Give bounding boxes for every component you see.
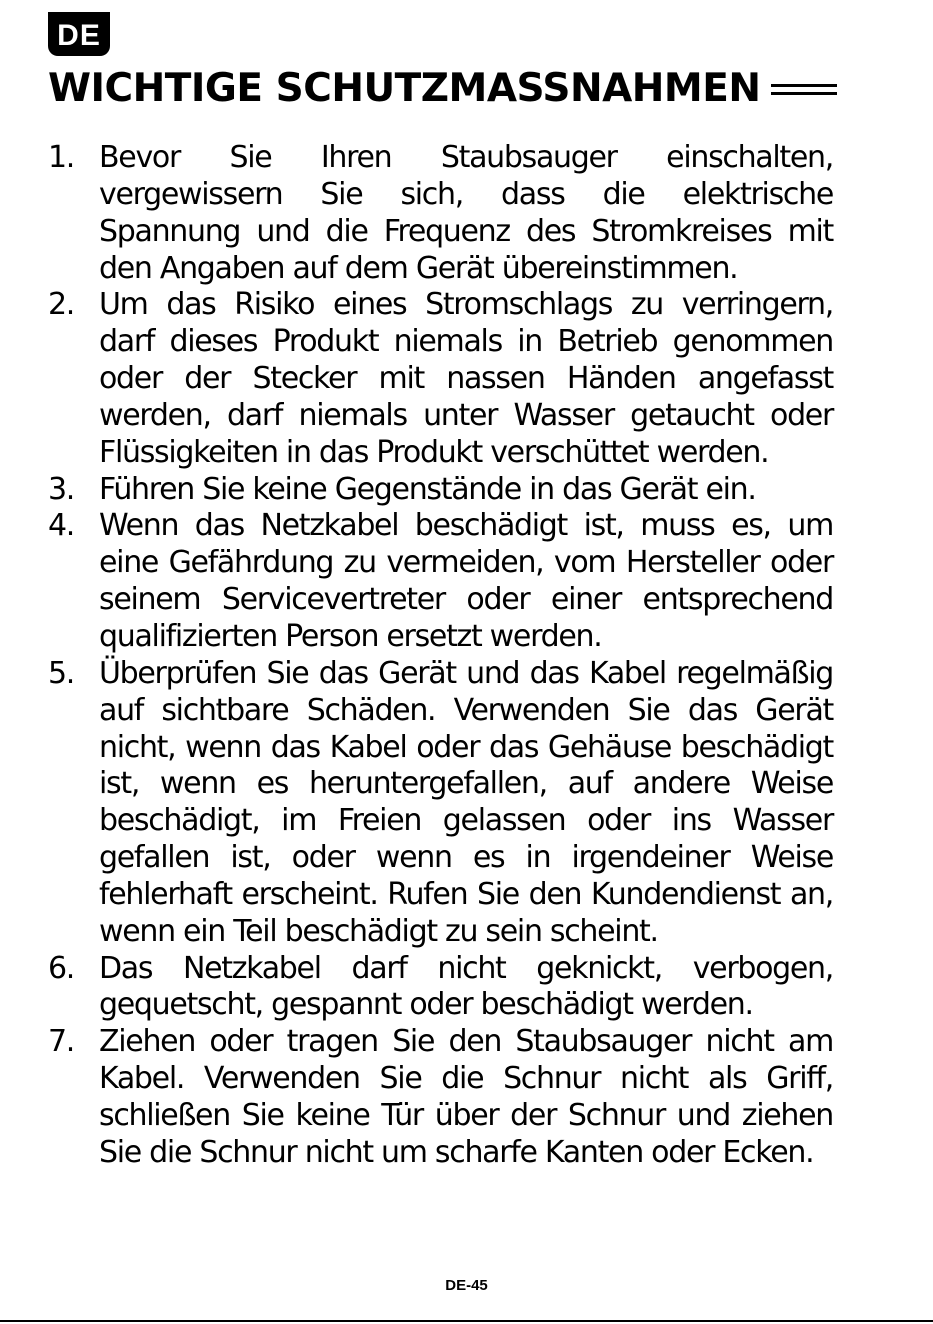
title-double-rule [771, 84, 837, 95]
instruction-number: 3. [48, 471, 75, 507]
instruction-item [48, 656, 833, 951]
language-badge: DE [48, 12, 110, 56]
instruction-item [48, 1024, 833, 1171]
instruction-number: 5. [48, 655, 75, 691]
safety-instructions-list [48, 140, 833, 1172]
instruction-number: 6. [48, 950, 75, 986]
title-row [48, 64, 848, 114]
instruction-text: Wenn das Netzkabel beschädigt ist, muss es, um eine Gefährdung zu vermeiden, vom Hersteller oder seinem Servicevertreter oder einer entsprechend qualifizierten Person ersetzt werden. [99, 508, 833, 654]
instruction-number: 4. [48, 508, 75, 544]
instruction-item [48, 140, 833, 287]
instruction-text: Ziehen oder tragen Sie den Staubsauger nicht am Kabel. Verwenden Sie die Schnur nicht als Griff, schließen Sie keine Tür über der Schnur und ziehen Sie die Schnur nicht um scharfe Kanten oder Ecken. [99, 1024, 833, 1170]
bottom-rule [0, 1320, 933, 1322]
page-number: DE-45 [445, 1277, 488, 1294]
instruction-text: Das Netzkabel darf nicht geknickt, verbogen, gequetscht, gespannt oder beschädigt werden. [99, 950, 833, 1023]
instruction-text: Um das Risiko eines Stromschlags zu verringern, darf dieses Produkt niemals in Betrieb genommen oder der Stecker mit nassen Händen angefasst werden, darf niemals unter Wasser getaucht oder Flüssigkeiten in das Produkt verschüttet werden. [99, 287, 833, 470]
page-title: WICHTIGE SCHUTZMASSNAHMEN [48, 66, 761, 111]
instruction-item [48, 951, 833, 1025]
instruction-item [48, 472, 833, 509]
instruction-text: Bevor Sie Ihren Staubsauger einschalten, vergewissern Sie sich, dass die elektrische Spannung und die Frequenz des Stromkreises mit den Angaben auf dem Gerät übereinstimmen. [99, 140, 833, 286]
instruction-text: Führen Sie keine Gegenstände in das Gerät ein. [99, 471, 756, 507]
instruction-text: Überprüfen Sie das Gerät und das Kabel regelmäßig auf sichtbare Schäden. Verwenden Sie das Gerät nicht, wenn das Kabel oder das Gehäuse beschädigt ist, wenn es heruntergefallen, auf andere Weise beschädigt, im Freien gelassen oder ins Wasser gefallen ist, oder wenn es in irgendeiner Weise fehlerhaft erscheint. Rufen Sie den Kundendienst an, wenn ein Teil beschädigt zu sein scheint. [99, 655, 833, 949]
instruction-item [48, 287, 833, 471]
instruction-item [48, 508, 833, 655]
instruction-number: 7. [48, 1024, 75, 1060]
instruction-number: 1. [48, 140, 75, 175]
instruction-number: 2. [48, 287, 75, 323]
